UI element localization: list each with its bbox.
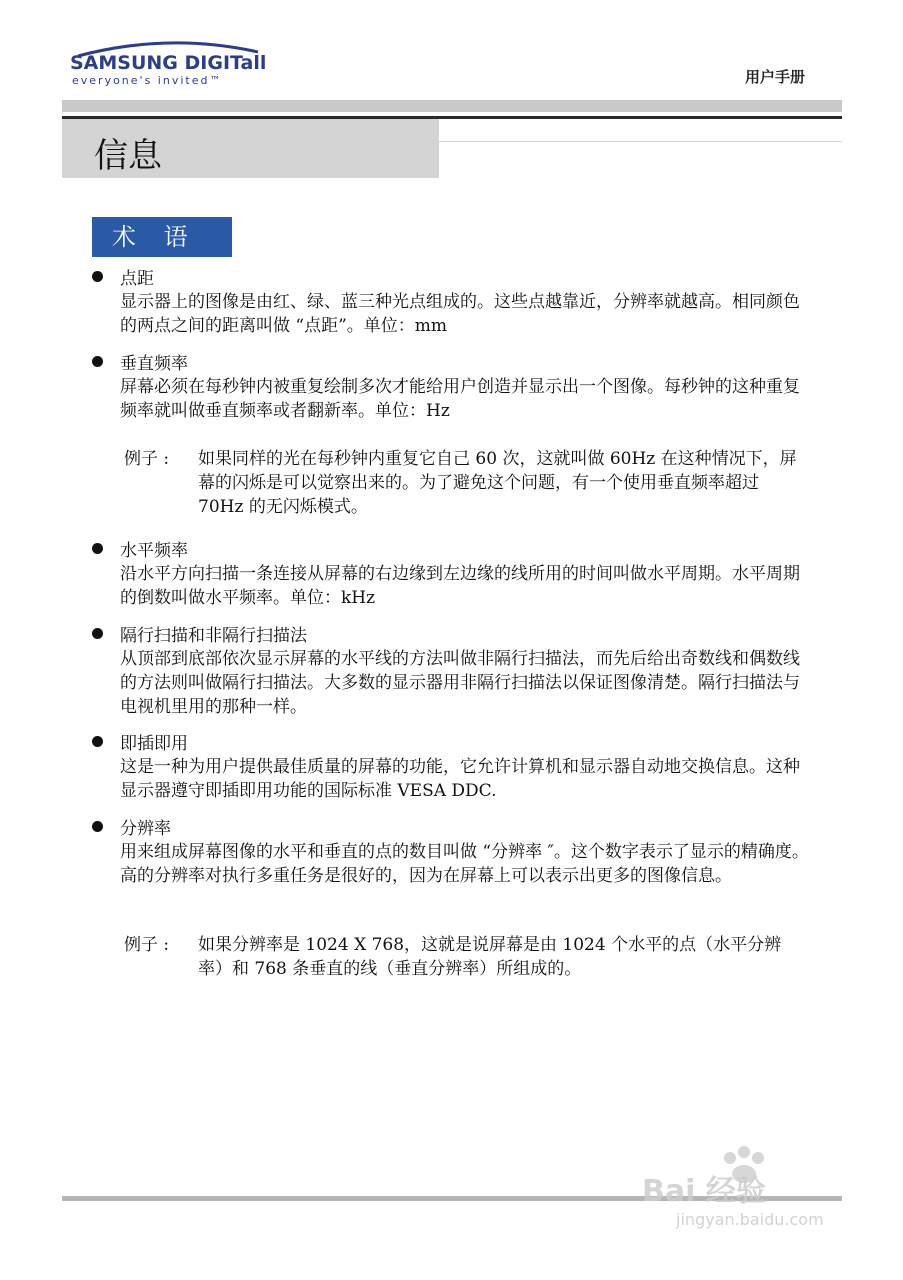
- bullet-icon: [92, 628, 103, 639]
- header-rule-light: [62, 100, 842, 112]
- term-title: 分辨率: [120, 818, 171, 839]
- bullet-icon: [92, 356, 103, 367]
- term-title: 垂直频率: [120, 353, 188, 374]
- logo-wordmark: SAMSUNG DIGITall: [70, 52, 267, 74]
- example-label: 例子 :: [124, 449, 170, 469]
- example-vertical-frequency: [124, 447, 804, 519]
- term-horizontal-frequency: [92, 537, 812, 610]
- term-title: 即插即用: [120, 733, 188, 754]
- term-title: 点距: [120, 268, 154, 289]
- term-body: 显示器上的图像是由红、绿、蓝三种光点组成的。这些点越靠近，分辨率就越高。相同颜色的两点之间的距离叫做 “点距”。单位：mm: [120, 292, 800, 336]
- example-resolution: [124, 933, 804, 981]
- page-title: 信息: [94, 136, 162, 176]
- watermark-url: jingyan.baidu.com: [676, 1210, 824, 1229]
- samsung-logo: [68, 38, 268, 94]
- term-body: 从顶部到底部依次显示屏幕的水平线的方法叫做非隔行扫描法，而先后给出奇数线和偶数线的方法则叫做隔行扫描法。大多数的显示器用非隔行扫描法以保证图像清楚。隔行扫描法与电视机里用的那种一样。: [120, 649, 800, 717]
- term-resolution: [92, 815, 812, 888]
- bullet-icon: [92, 821, 103, 832]
- example-text: 如果同样的光在每秒钟内重复它自己 60 次，这就叫做 60Hz 在这种情况下，屏幕的闪烁是可以觉察出来的。为了避免这个问题，有一个使用垂直频率超过 70Hz 的无闪烁模式。: [198, 449, 797, 517]
- bullet-icon: [92, 736, 103, 747]
- term-body: 屏幕必须在每秒钟内被重复绘制多次才能给用户创造并显示出一个图像。每秒钟的这种重复频率就叫做垂直频率或者翻新率。单位：Hz: [120, 377, 800, 421]
- example-label: 例子 :: [124, 935, 170, 955]
- term-dot-pitch: [92, 265, 812, 338]
- term-title: 隔行扫描和非隔行扫描法: [120, 625, 307, 646]
- term-plug-and-play: [92, 730, 812, 803]
- term-body: 用来组成屏幕图像的水平和垂直的点的数目叫做 “分辨率 ″。这个数字表示了显示的精确度。高的分辨率对执行多重任务是很好的，因为在屏幕上可以表示出更多的图像信息。: [120, 842, 809, 886]
- term-title: 水平频率: [120, 540, 188, 561]
- term-body: 这是一种为用户提供最佳质量的屏幕的功能，它允许计算机和显示器自动地交换信息。这种显示器遵守即插即用功能的国际标准 VESA DDC.: [120, 757, 800, 801]
- watermark: Bai 经验: [642, 1174, 766, 1209]
- bullet-icon: [92, 271, 103, 282]
- example-text: 如果分辨率是 1024 X 768，这就是说屏幕是由 1024 个水平的点（水平分辨率）和 768 条垂直的线（垂直分辨率）所组成的。: [198, 935, 782, 979]
- logo-tagline: everyone's invited™: [72, 74, 223, 87]
- bullet-icon: [92, 543, 103, 554]
- title-banner-tab: [439, 141, 842, 179]
- term-body: 沿水平方向扫描一条连接从屏幕的右边缘到左边缘的线所用的时间叫做水平周期。水平周期的倒数叫做水平频率。单位：kHz: [120, 564, 800, 608]
- manual-label: 用户手册: [744, 68, 805, 86]
- term-vertical-frequency: [92, 350, 812, 423]
- section-tag: 术 语: [92, 217, 232, 257]
- term-interlace: [92, 622, 812, 719]
